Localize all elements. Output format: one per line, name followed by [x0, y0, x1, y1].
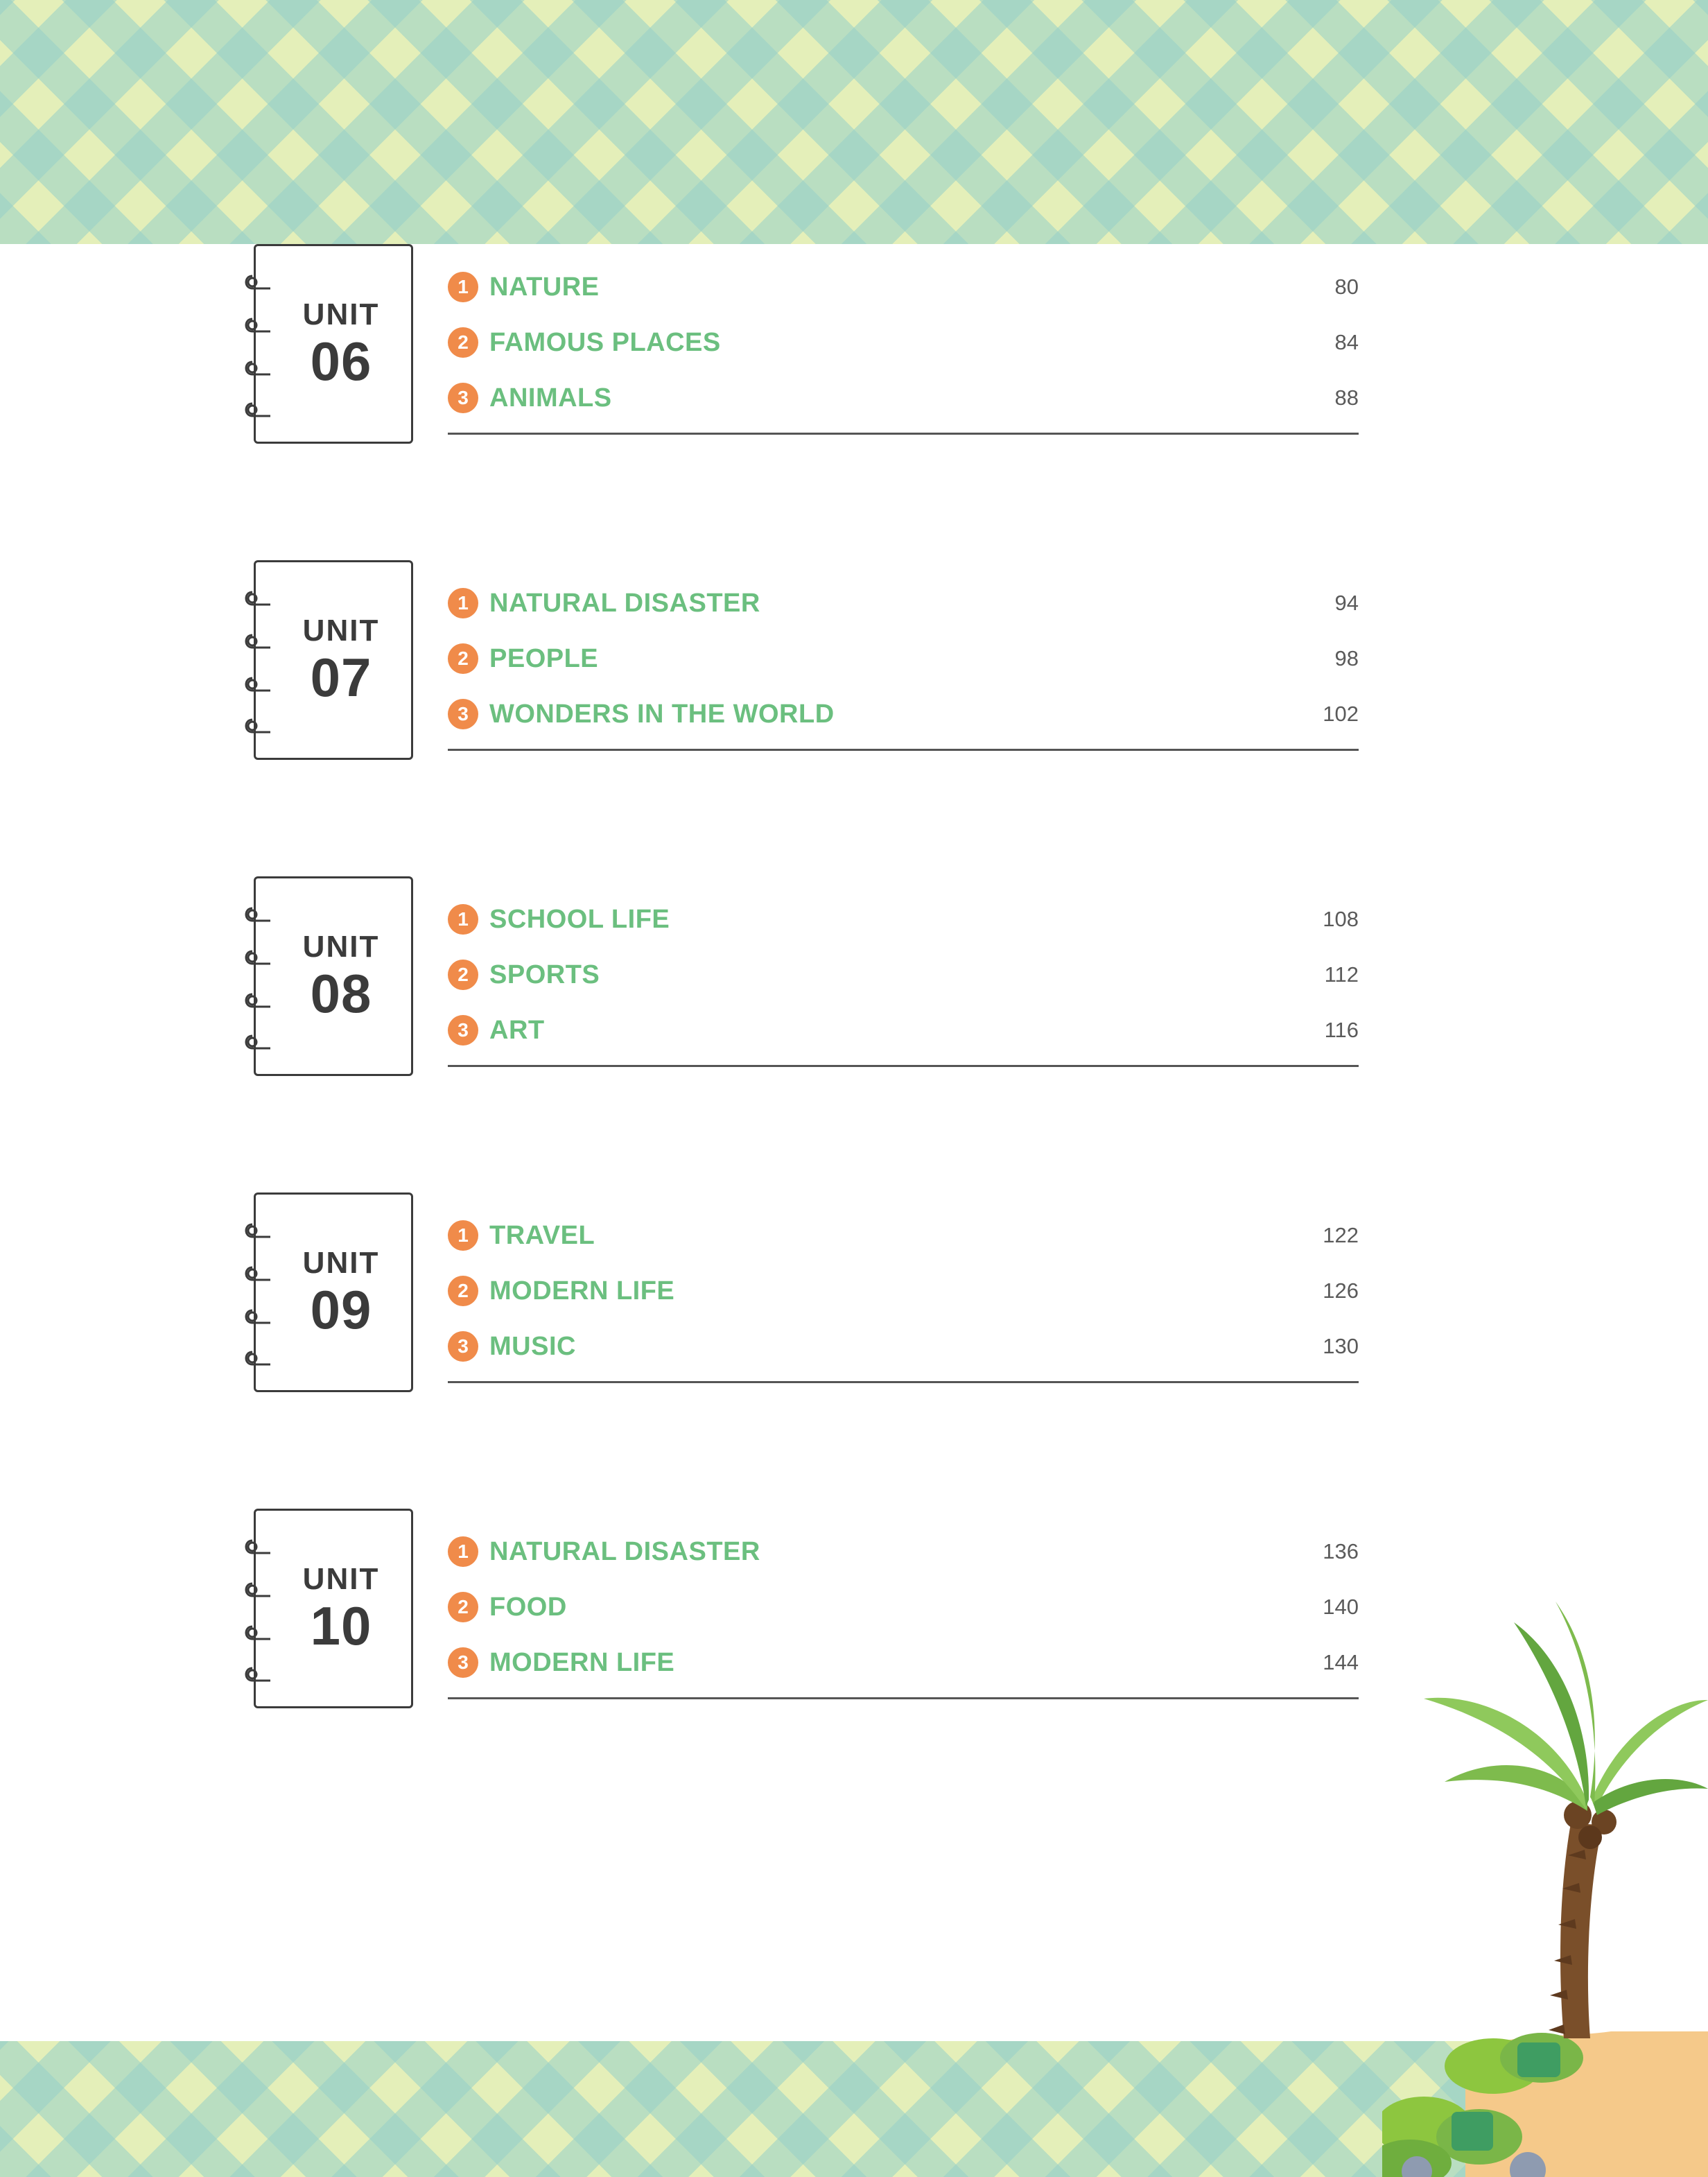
topic-title: PEOPLE	[489, 643, 599, 673]
topic-row[interactable]	[448, 370, 1359, 426]
topic-title: SPORTS	[489, 960, 600, 989]
topic-index-badge: 1	[448, 1536, 478, 1567]
unit-notebook-icon	[243, 244, 415, 445]
topic-row[interactable]	[448, 259, 1359, 315]
unit-block	[243, 1509, 1359, 1710]
topic-title: MODERN LIFE	[489, 1276, 675, 1306]
topic-index-badge: 3	[448, 1647, 478, 1678]
topic-title: TRAVEL	[489, 1220, 595, 1250]
topic-row[interactable]	[448, 686, 1359, 742]
topic-page-number: 84	[1334, 330, 1359, 354]
unit-notebook-icon	[243, 1509, 415, 1710]
contents-list	[0, 244, 1708, 2041]
unit-word: UNIT	[302, 297, 380, 331]
topic-page-number: 108	[1323, 907, 1359, 931]
topic-row[interactable]	[448, 947, 1359, 1003]
topic-index-badge: 1	[448, 588, 478, 618]
unit-number: 06	[310, 331, 372, 392]
unit-notebook-icon	[243, 560, 415, 761]
unit-number: 08	[310, 963, 372, 1024]
topic-title: MODERN LIFE	[489, 1647, 675, 1677]
unit-number: 07	[310, 647, 372, 708]
topic-row[interactable]	[448, 1263, 1359, 1319]
topic-title: WONDERS IN THE WORLD	[489, 699, 835, 729]
topic-page-number: 80	[1334, 275, 1359, 299]
unit-block	[243, 1192, 1359, 1394]
topic-title: MUSIC	[489, 1331, 576, 1361]
topic-index-badge: 3	[448, 1015, 478, 1046]
topic-page-number: 94	[1334, 591, 1359, 615]
topic-page-number: 112	[1324, 962, 1359, 987]
topic-row[interactable]	[448, 1635, 1359, 1690]
unit-divider	[448, 1381, 1359, 1383]
topic-page-number: 144	[1323, 1650, 1359, 1674]
topic-page-number: 126	[1323, 1278, 1359, 1303]
topic-index-badge: 2	[448, 1276, 478, 1306]
unit-divider	[448, 1697, 1359, 1699]
unit-notebook-icon	[243, 876, 415, 1077]
notebook-label	[254, 876, 413, 1076]
unit-topics	[448, 560, 1359, 751]
unit-block	[243, 876, 1359, 1077]
topic-row[interactable]	[448, 631, 1359, 686]
topic-title: NATURE	[489, 272, 600, 302]
topic-title: SCHOOL LIFE	[489, 904, 670, 934]
unit-word: UNIT	[302, 930, 380, 964]
topic-title: NATURAL DISASTER	[489, 1536, 760, 1566]
topic-row[interactable]	[448, 1524, 1359, 1579]
topic-page-number: 130	[1323, 1334, 1359, 1358]
unit-notebook-icon	[243, 1192, 415, 1394]
notebook-label	[254, 1192, 413, 1392]
unit-topics	[448, 244, 1359, 435]
topic-title: ART	[489, 1015, 545, 1045]
topic-title: FAMOUS PLACES	[489, 327, 721, 357]
notebook-label	[254, 560, 413, 760]
unit-block	[243, 560, 1359, 761]
topic-row[interactable]	[448, 575, 1359, 631]
topic-page-number: 102	[1323, 702, 1359, 726]
topic-index-badge: 3	[448, 699, 478, 729]
notebook-label	[254, 1509, 413, 1708]
unit-topics	[448, 1509, 1359, 1699]
topic-index-badge: 1	[448, 272, 478, 302]
topic-index-badge: 1	[448, 1220, 478, 1251]
topic-title: ANIMALS	[489, 383, 612, 413]
topic-page-number: 98	[1334, 646, 1359, 670]
topic-row[interactable]	[448, 892, 1359, 947]
notebook-label	[254, 244, 413, 444]
unit-topics	[448, 1192, 1359, 1383]
unit-divider	[448, 749, 1359, 751]
topic-page-number: 116	[1324, 1018, 1359, 1042]
topic-index-badge: 2	[448, 1592, 478, 1622]
unit-word: UNIT	[302, 1246, 380, 1280]
unit-word: UNIT	[302, 1562, 380, 1596]
topic-page-number: 88	[1334, 385, 1359, 410]
topic-index-badge: 3	[448, 1331, 478, 1362]
unit-block	[243, 244, 1359, 445]
topic-title: NATURAL DISASTER	[489, 588, 760, 618]
topic-page-number: 140	[1323, 1595, 1359, 1619]
topic-row[interactable]	[448, 1208, 1359, 1263]
topic-row[interactable]	[448, 1579, 1359, 1635]
topic-row[interactable]	[448, 1003, 1359, 1058]
topic-row[interactable]	[448, 315, 1359, 370]
topic-index-badge: 2	[448, 960, 478, 990]
topic-index-badge: 1	[448, 904, 478, 935]
topic-page-number: 136	[1323, 1539, 1359, 1563]
unit-word: UNIT	[302, 614, 380, 648]
topic-index-badge: 2	[448, 643, 478, 674]
unit-number: 09	[310, 1279, 372, 1340]
bottom-plaid-band	[0, 2041, 1708, 2177]
top-plaid-band	[0, 0, 1708, 244]
unit-divider	[448, 1065, 1359, 1067]
topic-row[interactable]	[448, 1319, 1359, 1374]
unit-topics	[448, 876, 1359, 1067]
topic-page-number: 122	[1323, 1223, 1359, 1247]
unit-number: 10	[310, 1595, 372, 1656]
topic-title: FOOD	[489, 1592, 567, 1622]
unit-divider	[448, 433, 1359, 435]
topic-index-badge: 3	[448, 383, 478, 413]
topic-index-badge: 2	[448, 327, 478, 358]
